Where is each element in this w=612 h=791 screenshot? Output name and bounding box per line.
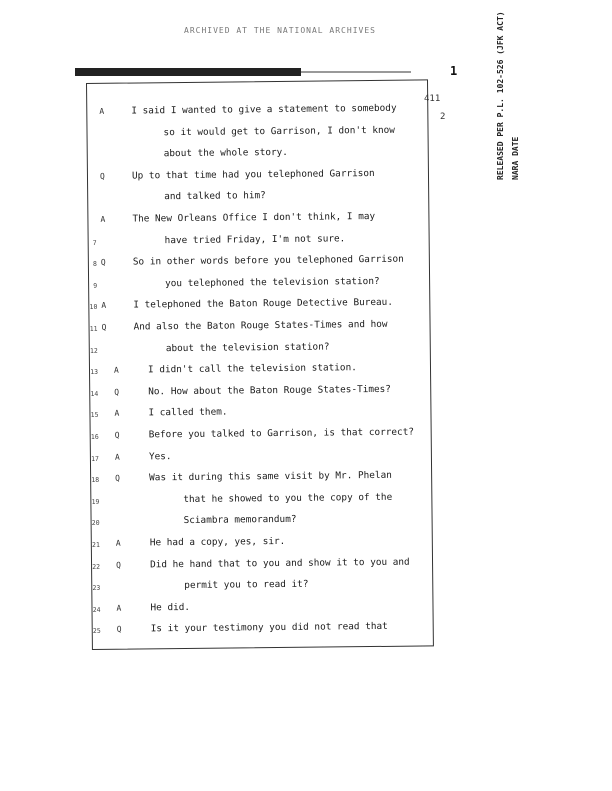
line-number: 16 (90, 432, 99, 441)
speaker-label: Q (115, 473, 121, 483)
transcript-text: and talked to him? (164, 190, 266, 203)
line-number: 25 (92, 627, 101, 636)
line-number: 23 (92, 584, 101, 593)
transcript-line (92, 534, 472, 554)
redaction-bar (75, 68, 301, 76)
transcript-text: Before you talked to Garrison, is that correct? (148, 426, 415, 441)
transcript-line (89, 232, 469, 252)
transcript-text: about the whole story. (163, 147, 288, 160)
transcript-line (89, 253, 469, 273)
line-number: 11 (89, 324, 98, 333)
transcript-text: I didn't call the television station. (147, 362, 357, 376)
transcript-text: Sciambra memorandum? (183, 514, 297, 527)
transcript-text: have tried Friday, I'm not sure. (164, 232, 346, 246)
page-top-number: 1 (450, 64, 458, 78)
transcript-text: He did. (150, 601, 191, 614)
transcript-line (90, 318, 470, 338)
transcript-text: Was it during this same visit by Mr. Phelan (149, 470, 392, 484)
transcript-line (92, 599, 472, 619)
transcript-line (89, 275, 469, 295)
divider-line (301, 71, 411, 73)
speaker-label: A (114, 452, 120, 462)
transcript-line (90, 404, 470, 424)
transcript-line (91, 491, 471, 511)
transcript-text: Up to that time had you telephoned Garrison (131, 167, 375, 182)
transcript-text: that he showed to you the copy of the (183, 491, 393, 505)
transcript-line (92, 577, 472, 597)
transcript-line (89, 296, 469, 316)
transcript-line (90, 361, 470, 381)
transcript-text: so it would get to Garrison, I don't know (163, 124, 395, 138)
transcript-line (92, 556, 472, 576)
transcript-line (88, 145, 468, 165)
speaker-label: A (113, 365, 119, 375)
speaker-label: Q (101, 322, 107, 332)
line-number: 13 (90, 368, 99, 377)
line-number: 21 (91, 540, 100, 549)
line-number: 15 (90, 411, 99, 420)
archive-header: ARCHIVED AT THE NATIONAL ARCHIVES (184, 26, 376, 35)
line-number: 17 (91, 454, 99, 463)
transcript-line (88, 210, 468, 230)
transcript-text: you telephoned the television station? (165, 275, 380, 289)
transcript-frame (86, 79, 434, 650)
transcript-text: So in other words before you telephoned Garrison (132, 253, 404, 268)
speaker-label: A (115, 538, 121, 548)
line-number: 12 (89, 346, 98, 355)
transcript-text: Did he hand that to you and show it to you and (149, 556, 410, 570)
transcript-line (88, 188, 468, 208)
speaker-label: A (101, 301, 107, 311)
transcript-text: The New Orleans Office I don't think, I may (132, 210, 376, 225)
transcript-text: And also the Baton Rouge States-Times and how (133, 318, 388, 333)
speaker-label: A (100, 214, 106, 224)
speaker-label: Q (116, 625, 122, 635)
page-sub-number: 2 (440, 112, 446, 122)
transcript-line (88, 167, 468, 187)
speaker-label: Q (114, 430, 120, 440)
line-number: 7 (92, 238, 97, 247)
transcript-line (91, 426, 471, 446)
transcript-text: Yes. (148, 450, 172, 462)
transcript-text: about the television station? (165, 341, 330, 354)
transcript-text: I telephoned the Baton Rouge Detective Bureau. (133, 297, 394, 311)
page-number: 411 (424, 94, 441, 104)
line-number: 9 (93, 281, 98, 290)
transcript-line (87, 102, 467, 122)
transcript-text: permit you to read it? (184, 578, 309, 592)
line-number: 24 (92, 605, 101, 614)
speaker-label: A (116, 603, 122, 613)
transcript-line (93, 620, 473, 640)
line-number: 22 (92, 562, 101, 571)
transcript-text: I said I wanted to give a statement to somebody (131, 102, 397, 117)
transcript-text: He had a copy, yes, sir. (149, 535, 286, 549)
transcript-text: I called them. (148, 406, 228, 419)
transcript-text: Is it your testimony you did not read that (150, 621, 388, 635)
speaker-label: Q (115, 560, 121, 570)
line-number: 10 (89, 303, 98, 312)
line-number: 20 (91, 519, 100, 528)
line-number: 18 (91, 476, 100, 485)
speaker-label: Q (114, 387, 120, 397)
line-number: 8 (92, 260, 97, 269)
line-number: 19 (91, 497, 100, 506)
transcript-line (90, 383, 470, 403)
transcript-line (92, 512, 472, 532)
transcript-line (91, 469, 471, 489)
line-number: 14 (90, 389, 99, 398)
transcript-line (90, 340, 470, 360)
transcript-line (87, 124, 467, 144)
speaker-label: Q (100, 257, 106, 268)
release-stamp: RELEASED PER P.L. 102-526 (JFK ACT) (496, 11, 505, 180)
transcript-line (91, 448, 471, 468)
transcript-text: No. How about the Baton Rouge States-Times? (148, 383, 391, 398)
speaker-label: Q (99, 171, 105, 181)
speaker-label: A (99, 106, 105, 116)
release-stamp-date: NARA DATE (511, 136, 520, 180)
speaker-label: A (114, 409, 120, 419)
